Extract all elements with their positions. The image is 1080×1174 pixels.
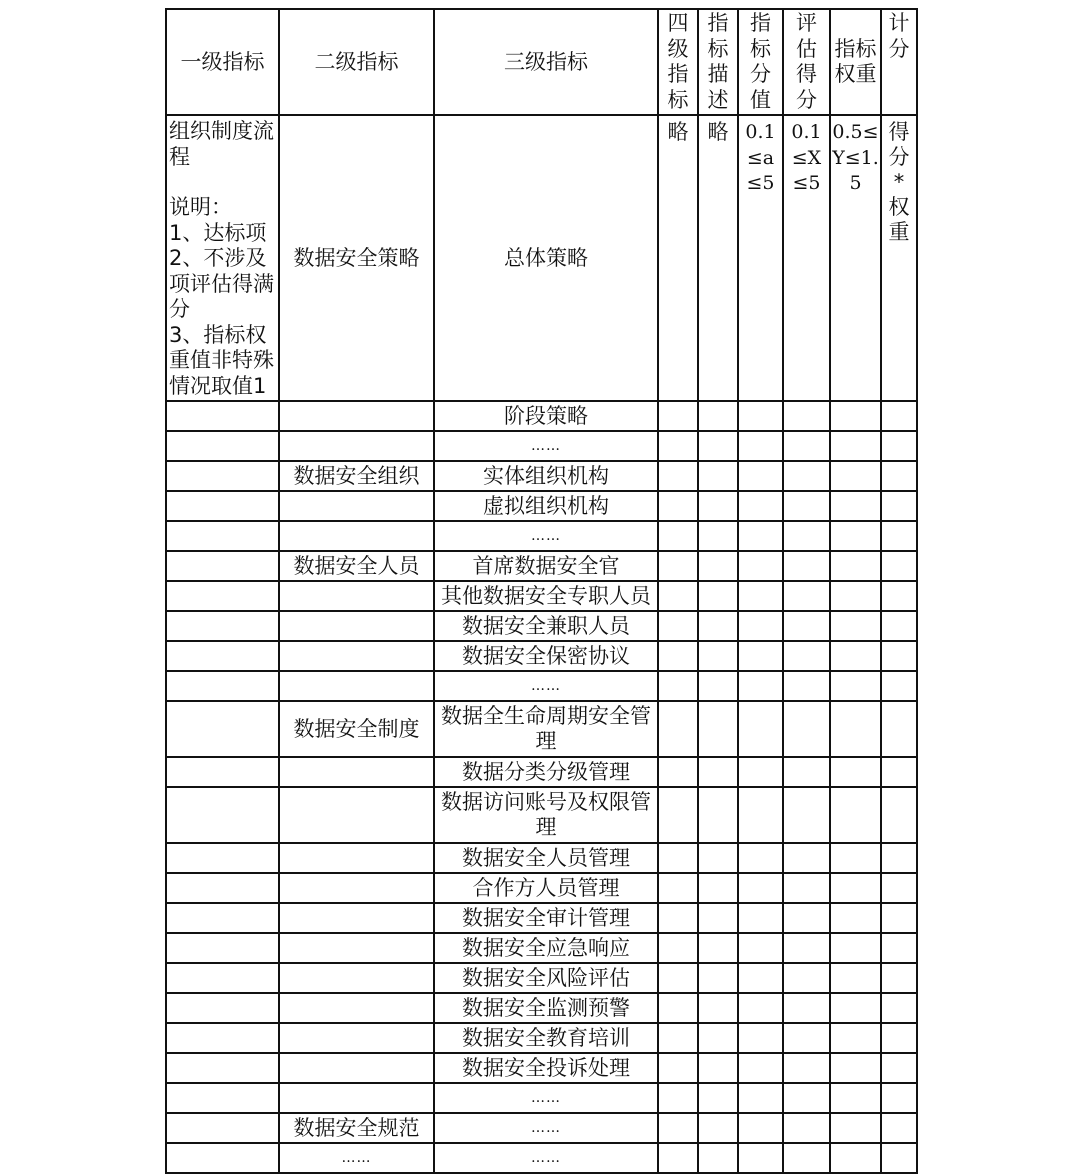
empty-cell bbox=[698, 757, 738, 787]
empty-cell bbox=[830, 461, 881, 491]
empty-cell bbox=[658, 873, 698, 903]
level3-cell: 首席数据安全官 bbox=[434, 551, 658, 581]
empty-cell bbox=[783, 757, 830, 787]
level1-cell bbox=[166, 1113, 279, 1143]
level2-cell bbox=[279, 757, 434, 787]
empty-cell bbox=[658, 1023, 698, 1053]
empty-cell bbox=[783, 401, 830, 431]
empty-cell bbox=[698, 873, 738, 903]
level3-cell: …… bbox=[434, 1113, 658, 1143]
empty-cell bbox=[738, 641, 783, 671]
empty-cell bbox=[783, 963, 830, 993]
level1-cell bbox=[166, 1053, 279, 1083]
header-row bbox=[166, 9, 917, 115]
empty-cell bbox=[830, 757, 881, 787]
table-row bbox=[166, 1053, 917, 1083]
level1-note: 说明： 1、达标项 2、不涉及项评估得满分 3、指标权重值非特殊情况取值1 bbox=[169, 195, 274, 398]
level1-cell bbox=[166, 843, 279, 873]
level1-cell bbox=[166, 521, 279, 551]
empty-cell bbox=[658, 581, 698, 611]
level3-cell: 合作方人员管理 bbox=[434, 873, 658, 903]
empty-cell bbox=[830, 843, 881, 873]
empty-cell bbox=[658, 903, 698, 933]
empty-cell bbox=[658, 963, 698, 993]
empty-cell bbox=[738, 1023, 783, 1053]
empty-cell bbox=[698, 963, 738, 993]
empty-cell bbox=[738, 1083, 783, 1113]
empty-cell bbox=[738, 1113, 783, 1143]
level3-cell: 数据访问账号及权限管理 bbox=[434, 787, 658, 843]
header-weight: 指标权重 bbox=[830, 9, 881, 115]
level2-cell: 数据安全规范 bbox=[279, 1113, 434, 1143]
empty-cell bbox=[698, 701, 738, 757]
empty-cell bbox=[698, 903, 738, 933]
level3-cell: 数据安全审计管理 bbox=[434, 903, 658, 933]
empty-cell bbox=[881, 993, 917, 1023]
level2-cell bbox=[279, 843, 434, 873]
level2-cell bbox=[279, 611, 434, 641]
empty-cell bbox=[658, 1143, 698, 1173]
level2-cell: 数据安全组织 bbox=[279, 461, 434, 491]
table-row bbox=[166, 1083, 917, 1113]
empty-cell bbox=[881, 1113, 917, 1143]
empty-cell bbox=[830, 787, 881, 843]
empty-cell bbox=[658, 491, 698, 521]
empty-cell bbox=[830, 993, 881, 1023]
table-row bbox=[166, 551, 917, 581]
table-row bbox=[166, 903, 917, 933]
empty-cell bbox=[738, 963, 783, 993]
level1-cell bbox=[166, 671, 279, 701]
empty-cell bbox=[881, 461, 917, 491]
table-row bbox=[166, 787, 917, 843]
level1-cell bbox=[166, 1143, 279, 1173]
empty-cell bbox=[658, 993, 698, 1023]
level1-cell bbox=[166, 1083, 279, 1113]
level1-cell bbox=[166, 115, 279, 401]
level2-cell bbox=[279, 1053, 434, 1083]
empty-cell bbox=[830, 903, 881, 933]
empty-cell bbox=[698, 461, 738, 491]
table-row bbox=[166, 993, 917, 1023]
level3-cell: …… bbox=[434, 1143, 658, 1173]
empty-cell bbox=[881, 491, 917, 521]
empty-cell bbox=[783, 491, 830, 521]
empty-cell bbox=[698, 787, 738, 843]
empty-cell bbox=[881, 701, 917, 757]
header-level2: 二级指标 bbox=[279, 9, 434, 115]
level1-cell bbox=[166, 551, 279, 581]
empty-cell bbox=[698, 521, 738, 551]
empty-cell bbox=[881, 431, 917, 461]
empty-cell bbox=[881, 551, 917, 581]
level1-title: 组织制度流程 bbox=[169, 119, 274, 169]
table-row bbox=[166, 1113, 917, 1143]
empty-cell bbox=[830, 1143, 881, 1173]
empty-cell bbox=[738, 843, 783, 873]
level3-cell: 数据安全风险评估 bbox=[434, 963, 658, 993]
empty-cell bbox=[738, 787, 783, 843]
level3-cell: …… bbox=[434, 431, 658, 461]
level3-cell: 数据安全兼职人员 bbox=[434, 611, 658, 641]
empty-cell bbox=[698, 933, 738, 963]
level2-cell bbox=[279, 787, 434, 843]
empty-cell bbox=[830, 641, 881, 671]
level3-cell: 数据安全应急响应 bbox=[434, 933, 658, 963]
level2-cell bbox=[279, 431, 434, 461]
table-row bbox=[166, 611, 917, 641]
empty-cell bbox=[658, 757, 698, 787]
empty-cell bbox=[658, 671, 698, 701]
table-row bbox=[166, 701, 917, 757]
empty-cell bbox=[698, 1113, 738, 1143]
empty-cell bbox=[881, 1083, 917, 1113]
table-row bbox=[166, 873, 917, 903]
empty-cell bbox=[698, 581, 738, 611]
level3-cell: 数据分类分级管理 bbox=[434, 757, 658, 787]
level2-cell bbox=[279, 1023, 434, 1053]
empty-cell bbox=[738, 401, 783, 431]
empty-cell bbox=[783, 1113, 830, 1143]
table-row bbox=[166, 933, 917, 963]
empty-cell bbox=[698, 1143, 738, 1173]
level3-cell: 其他数据安全专职人员 bbox=[434, 581, 658, 611]
level1-cell bbox=[166, 787, 279, 843]
weight-range-cell: 0.5≤Y≤1.5 bbox=[830, 115, 881, 401]
empty-cell bbox=[738, 873, 783, 903]
empty-cell bbox=[738, 1143, 783, 1173]
empty-cell bbox=[783, 581, 830, 611]
level2-cell bbox=[279, 903, 434, 933]
empty-cell bbox=[698, 491, 738, 521]
table-row bbox=[166, 401, 917, 431]
empty-cell bbox=[783, 1053, 830, 1083]
level1-cell bbox=[166, 611, 279, 641]
empty-cell bbox=[881, 1143, 917, 1173]
level1-cell bbox=[166, 431, 279, 461]
empty-cell bbox=[830, 521, 881, 551]
level3-cell: 总体策略 bbox=[434, 115, 658, 401]
empty-cell bbox=[783, 701, 830, 757]
empty-cell bbox=[830, 873, 881, 903]
level2-cell: …… bbox=[279, 1143, 434, 1173]
empty-cell bbox=[881, 641, 917, 671]
empty-cell bbox=[698, 1023, 738, 1053]
level3-cell: …… bbox=[434, 1083, 658, 1113]
empty-cell bbox=[738, 551, 783, 581]
header-level4: 四级指标 bbox=[658, 9, 698, 115]
level1-cell bbox=[166, 963, 279, 993]
empty-cell bbox=[658, 1053, 698, 1083]
empty-cell bbox=[881, 671, 917, 701]
empty-cell bbox=[698, 993, 738, 1023]
empty-cell bbox=[830, 551, 881, 581]
level1-cell bbox=[166, 903, 279, 933]
empty-cell bbox=[881, 933, 917, 963]
empty-cell bbox=[881, 757, 917, 787]
level2-cell bbox=[279, 963, 434, 993]
empty-cell bbox=[738, 671, 783, 701]
empty-cell bbox=[830, 1053, 881, 1083]
empty-cell bbox=[830, 701, 881, 757]
table-row bbox=[166, 671, 917, 701]
level1-cell bbox=[166, 581, 279, 611]
empty-cell bbox=[783, 993, 830, 1023]
description-cell: 略 bbox=[698, 115, 738, 401]
empty-cell bbox=[783, 671, 830, 701]
empty-cell bbox=[783, 431, 830, 461]
empty-cell bbox=[881, 1053, 917, 1083]
empty-cell bbox=[783, 1023, 830, 1053]
level2-cell bbox=[279, 873, 434, 903]
empty-cell bbox=[738, 1053, 783, 1083]
empty-cell bbox=[738, 611, 783, 641]
level1-cell bbox=[166, 757, 279, 787]
level3-cell: 虚拟组织机构 bbox=[434, 491, 658, 521]
empty-cell bbox=[658, 1083, 698, 1113]
table-row bbox=[166, 843, 917, 873]
table-row bbox=[166, 641, 917, 671]
level3-cell: 数据全生命周期安全管理 bbox=[434, 701, 658, 757]
empty-cell bbox=[698, 431, 738, 461]
table-row bbox=[166, 1143, 917, 1173]
empty-cell bbox=[881, 843, 917, 873]
empty-cell bbox=[881, 787, 917, 843]
empty-cell bbox=[783, 933, 830, 963]
empty-cell bbox=[698, 1053, 738, 1083]
empty-cell bbox=[658, 843, 698, 873]
table-row bbox=[166, 521, 917, 551]
empty-cell bbox=[738, 461, 783, 491]
empty-cell bbox=[783, 641, 830, 671]
empty-cell bbox=[738, 757, 783, 787]
empty-cell bbox=[658, 431, 698, 461]
level3-cell: 数据安全教育培训 bbox=[434, 1023, 658, 1053]
level2-cell bbox=[279, 491, 434, 521]
level3-cell: …… bbox=[434, 671, 658, 701]
empty-cell bbox=[698, 641, 738, 671]
empty-cell bbox=[698, 1083, 738, 1113]
level1-cell bbox=[166, 641, 279, 671]
empty-cell bbox=[658, 933, 698, 963]
empty-cell bbox=[830, 1113, 881, 1143]
empty-cell bbox=[698, 671, 738, 701]
table-row bbox=[166, 757, 917, 787]
empty-cell bbox=[881, 1023, 917, 1053]
empty-cell bbox=[830, 581, 881, 611]
empty-cell bbox=[830, 1023, 881, 1053]
table-row bbox=[166, 1023, 917, 1053]
table-row bbox=[166, 431, 917, 461]
empty-cell bbox=[830, 671, 881, 701]
empty-cell bbox=[830, 933, 881, 963]
table-row bbox=[166, 581, 917, 611]
empty-cell bbox=[738, 701, 783, 757]
level2-cell bbox=[279, 581, 434, 611]
empty-cell bbox=[881, 581, 917, 611]
empty-cell bbox=[783, 1143, 830, 1173]
empty-cell bbox=[783, 903, 830, 933]
eval-range-cell: 0.1≤X≤5 bbox=[783, 115, 830, 401]
empty-cell bbox=[830, 1083, 881, 1113]
empty-cell bbox=[658, 551, 698, 581]
level3-cell: 数据安全投诉处理 bbox=[434, 1053, 658, 1083]
level1-cell bbox=[166, 933, 279, 963]
empty-cell bbox=[698, 551, 738, 581]
evaluation-index-table bbox=[165, 8, 918, 1174]
level1-cell bbox=[166, 461, 279, 491]
empty-cell bbox=[738, 491, 783, 521]
level2-cell bbox=[279, 671, 434, 701]
level3-cell: 数据安全监测预警 bbox=[434, 993, 658, 1023]
level2-cell bbox=[279, 521, 434, 551]
empty-cell bbox=[830, 611, 881, 641]
level3-cell: …… bbox=[434, 521, 658, 551]
empty-cell bbox=[738, 431, 783, 461]
level2-cell: 数据安全制度 bbox=[279, 701, 434, 757]
empty-cell bbox=[658, 1113, 698, 1143]
level1-cell bbox=[166, 701, 279, 757]
header-score-value: 指标分值 bbox=[738, 9, 783, 115]
empty-cell bbox=[738, 903, 783, 933]
level1-cell bbox=[166, 491, 279, 521]
empty-cell bbox=[881, 903, 917, 933]
level1-cell bbox=[166, 873, 279, 903]
level2-cell: 数据安全人员 bbox=[279, 551, 434, 581]
header-eval-score: 评估得分 bbox=[783, 9, 830, 115]
score-range-cell: 0.1≤a≤5 bbox=[738, 115, 783, 401]
level3-cell: 数据安全保密协议 bbox=[434, 641, 658, 671]
table-row bbox=[166, 963, 917, 993]
empty-cell bbox=[658, 611, 698, 641]
empty-cell bbox=[698, 843, 738, 873]
table-row bbox=[166, 491, 917, 521]
empty-cell bbox=[830, 963, 881, 993]
empty-cell bbox=[881, 401, 917, 431]
level2-cell bbox=[279, 641, 434, 671]
empty-cell bbox=[738, 581, 783, 611]
empty-cell bbox=[658, 401, 698, 431]
level2-cell bbox=[279, 993, 434, 1023]
empty-cell bbox=[783, 521, 830, 551]
level2-cell bbox=[279, 1083, 434, 1113]
level3-cell: 阶段策略 bbox=[434, 401, 658, 431]
empty-cell bbox=[830, 431, 881, 461]
empty-cell bbox=[783, 611, 830, 641]
empty-cell bbox=[783, 461, 830, 491]
empty-cell bbox=[783, 551, 830, 581]
empty-cell bbox=[738, 933, 783, 963]
empty-cell bbox=[783, 1083, 830, 1113]
table-row-first bbox=[166, 115, 917, 401]
empty-cell bbox=[658, 787, 698, 843]
empty-cell bbox=[881, 873, 917, 903]
header-scoring: 计分 bbox=[881, 9, 917, 115]
level3-cell: 实体组织机构 bbox=[434, 461, 658, 491]
level2-cell bbox=[279, 401, 434, 431]
level1-cell bbox=[166, 1023, 279, 1053]
empty-cell bbox=[738, 993, 783, 1023]
empty-cell bbox=[783, 873, 830, 903]
table-row bbox=[166, 461, 917, 491]
formula-cell: 得分*权重 bbox=[881, 115, 917, 401]
empty-cell bbox=[830, 491, 881, 521]
level2-cell bbox=[279, 933, 434, 963]
empty-cell bbox=[658, 521, 698, 551]
level1-cell bbox=[166, 993, 279, 1023]
empty-cell bbox=[698, 401, 738, 431]
empty-cell bbox=[881, 521, 917, 551]
empty-cell bbox=[830, 401, 881, 431]
empty-cell bbox=[698, 611, 738, 641]
empty-cell bbox=[658, 701, 698, 757]
empty-cell bbox=[658, 641, 698, 671]
level2-cell: 数据安全策略 bbox=[279, 115, 434, 401]
level1-cell bbox=[166, 401, 279, 431]
header-level3: 三级指标 bbox=[434, 9, 658, 115]
empty-cell bbox=[881, 963, 917, 993]
empty-cell bbox=[783, 787, 830, 843]
empty-cell bbox=[783, 843, 830, 873]
empty-cell bbox=[881, 611, 917, 641]
header-level1: 一级指标 bbox=[166, 9, 279, 115]
level4-cell: 略 bbox=[658, 115, 698, 401]
empty-cell bbox=[738, 521, 783, 551]
level3-cell: 数据安全人员管理 bbox=[434, 843, 658, 873]
header-description: 指标描述 bbox=[698, 9, 738, 115]
empty-cell bbox=[658, 461, 698, 491]
